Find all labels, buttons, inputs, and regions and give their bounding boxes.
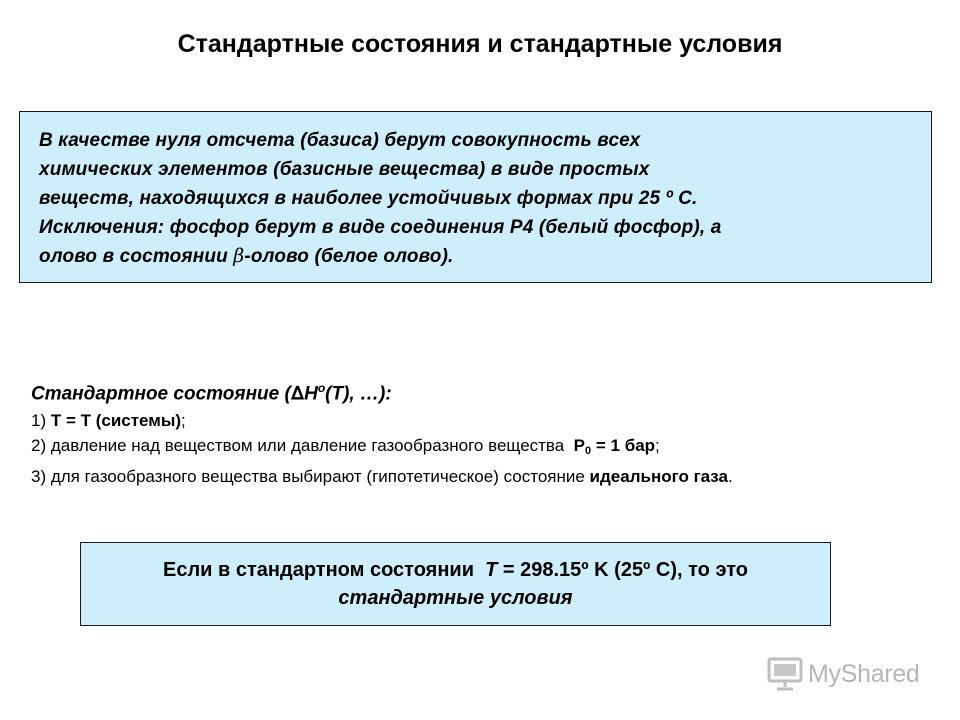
basis-line-4: Исключения: фосфор берут в виде соединения Р4 (белый фосфор), а [39, 217, 722, 238]
item1-bold: Т = Т (системы) [50, 411, 182, 431]
basis-line-5-prefix: олово в состоянии [39, 246, 234, 267]
conditions-line-1 [81, 556, 830, 584]
conditions-var: Т [485, 559, 498, 581]
standard-state-heading [31, 374, 931, 408]
item3-end: . [728, 467, 733, 487]
condition-item-1 [31, 408, 931, 433]
watermark-logo [766, 656, 920, 692]
basis-line-2: химических элементов (базисные вещества) в виде простых [39, 159, 650, 180]
heading-sup: o [317, 381, 326, 395]
item1-num: 1) [31, 411, 51, 431]
conditions-term: стандартные условия [338, 587, 573, 609]
item2-pressure-symbol: Р [573, 436, 586, 456]
condition-item-3 [31, 464, 931, 489]
watermark-text: MyShared [808, 659, 920, 688]
item2-end: ; [655, 436, 660, 456]
basis-line-5-suffix: -олово (белое олово). [244, 246, 454, 267]
beta-symbol: β [233, 245, 245, 267]
standard-state-section [31, 374, 931, 489]
item1-end: ; [181, 411, 186, 431]
page-title: Стандартные состояния и стандартные условия [177, 30, 783, 58]
conditions-line-2 [81, 584, 830, 612]
basis-line-3: веществ, находящихся в наиболее устойчивых формах при 25 º С. [39, 188, 698, 209]
item3-text: 3) для газообразного вещества выбирают (гипотетическое) состояние [31, 467, 590, 487]
conditions-suffix: = 298.15º K (25º C), то это [497, 559, 748, 581]
heading-prefix: Стандартное состояние ( [31, 383, 291, 405]
condition-item-2 [31, 433, 931, 464]
basis-line-5 [39, 242, 931, 271]
item2-pressure-value: = 1 бар [591, 436, 656, 456]
conditions-prefix: Если в стандартном состоянии [163, 559, 486, 581]
standard-conditions-box [80, 542, 831, 626]
presentation-board-icon [766, 656, 804, 692]
item3-bold: идеального газа [589, 467, 728, 487]
item2-subscript: 0 [585, 445, 592, 458]
heading-suffix: (T), …): [325, 383, 392, 405]
basis-definition-box [19, 111, 932, 283]
item2-text: 2) давление над веществом или давление газообразного вещества [31, 436, 574, 456]
heading-var: H [304, 383, 318, 405]
basis-line-1: В качестве нуля отсчета (базиса) берут совокупность всех [39, 130, 641, 151]
delta-symbol: ∆ [290, 382, 305, 405]
